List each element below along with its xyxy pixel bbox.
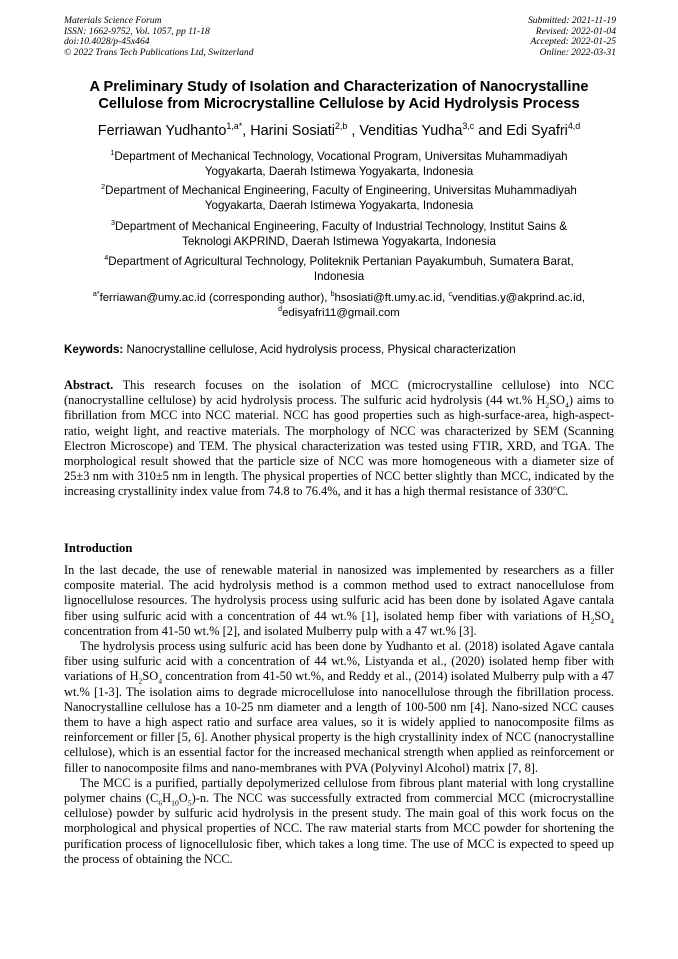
author-sup: 2,b <box>334 121 348 132</box>
author-name: Harini Sosiati <box>250 123 335 139</box>
affiliation-3 <box>60 219 618 250</box>
affiliation-line: Department of Mechanical Engineering, Faculty of Industrial Technology, Institut Sains & <box>115 220 567 233</box>
journal-issn: ISSN: 1662-9752, Vol. 1057, pp 11-18 <box>64 25 210 37</box>
paragraph-text: concentration from 41-50 wt.%, and Reddy et al., (2014) isolated Mulberry pulp with a 47 wt.% [1-3]. The isolation aims to degrade microcellulose into nanocellulose through the fibrillation process. Nanocrystalline cellulose has a 10-25 nm diameter and a length of 100-500 nm [4]. Nano-sized NCC causes them to have a high aspect ratio and surface area values, so it is widely applied to nanocomposite films as reinforcement or filler [5, 6]. Another physical property is the high crystallinity index of NCC (nanocrystalline cellulose), which is an essential factor for the increased mechanical strength when applied as reinforcement or filler to nanocomposite films and nano-membranes with PVA (Polyvinyl Alcohol) matrix [7, 8]. <box>64 669 614 775</box>
email-sup: a* <box>92 291 100 299</box>
paragraph-text: concentration from 41-50 wt.% [2], and isolated Mulberry pulp with a 47 wt.% [3]. <box>64 623 477 638</box>
keywords <box>64 342 624 357</box>
author-name: Edi Syafri <box>506 123 568 139</box>
abstract-label: Abstract. <box>64 378 114 392</box>
journal-doi[interactable]: doi:10.4028/p-45x464 <box>64 36 150 48</box>
title-line-2: Cellulose from Microcrystalline Cellulose by Acid Hydrolysis Process <box>98 96 580 112</box>
email-link[interactable]: venditias.y@akprind.ac.id, <box>451 292 586 304</box>
subscript: 2 <box>138 676 143 686</box>
subscript: 4 <box>158 676 163 686</box>
affiliation-1 <box>60 149 618 180</box>
affiliation-2 <box>60 183 618 214</box>
keywords-label: Keywords: <box>64 343 124 356</box>
section-heading-introduction: Introduction <box>64 541 133 555</box>
online-date: Online: 2022-03-31 <box>539 46 616 58</box>
abstract-text: C. <box>556 484 569 499</box>
paragraph-text: )-n. The NCC was successfully extracted from commercial MCC (microcrystalline cellulose) powder by sulfuric acid hydrolysis in the present study. The main goal of this work focus on the morphological and physical properties of NCC. The raw material starts from MCC powder for shortening the purification process of lignocellulosic fiber, which takes a long time. The use of MCC is expected to speed up the process of obtaining the NCC. <box>64 791 614 866</box>
journal-header <box>64 16 254 58</box>
affiliation-sup: 2 <box>101 182 106 192</box>
subscript: 4 <box>610 616 614 626</box>
affiliation-4 <box>60 254 618 285</box>
dates-header <box>528 16 616 58</box>
subscript: 10 <box>171 798 179 808</box>
author-name: Ferriawan Yudhanto <box>97 123 227 139</box>
affiliation-line: Department of Mechanical Technology, Vocational Program, Universitas Muhammadiyah <box>114 150 568 163</box>
keywords-text: Nanocrystalline cellulose, Acid hydrolysis process, Physical characterization <box>123 343 516 356</box>
abstract-text: This research focuses on the isolation of MCC (microcrystalline cellulose) into NCC (nanocrystalline cellulose) by acid hydrolysis process. The sulfuric acid hydrolysis (44 wt.% H <box>64 378 614 408</box>
email-link[interactable]: ferriawan@umy.ac.id (corresponding author), <box>99 292 331 304</box>
abstract-text: SO <box>549 393 565 408</box>
subscript: 2 <box>590 616 595 626</box>
author-sup: 3,c <box>462 121 475 132</box>
affiliation-line: Department of Mechanical Engineering, Faculty of Engineering, Universitas Muhammadiyah <box>105 184 577 197</box>
paragraph-text: SO <box>142 669 159 684</box>
journal-name: Materials Science Forum <box>64 15 162 26</box>
degree-sup: o <box>552 483 557 493</box>
affiliation-line: Yogyakarta, Daerah Istimewa Yogyakarta, Indonesia <box>204 199 474 213</box>
email-sup: c <box>448 291 452 299</box>
subscript: 5 <box>187 798 192 808</box>
subscript: 4 <box>564 400 569 410</box>
paragraph-text: In the last decade, the use of renewable material in nanosized was implemented by researchers as a filler composite material. The acid hydrolysis method is a common method used to extract nanocellulose from lignocellulose resources. The hydrolysis process using sulfuric acid has been done by isolated Agave cantala fiber using sulfuric acid with a concentration of 44 wt.% [1], isolated hemp fiber with variations of H <box>64 563 614 623</box>
intro-paragraph-2 <box>64 639 614 776</box>
paragraph-text: O <box>178 791 188 806</box>
affiliation-line: Indonesia <box>313 270 365 284</box>
submitted-date: Submitted: 2021-11-19 <box>527 15 616 26</box>
intro-paragraph-3 <box>64 776 614 867</box>
email-sup: d <box>278 306 283 314</box>
paragraph-text: The MCC is a purified, partially depolymerized cellulose from fibrous plant material with long crystalline polymer chains (C <box>64 775 614 806</box>
author-sup: 4,d <box>567 121 581 132</box>
affiliation-sup: 3 <box>111 218 116 228</box>
author-emails <box>40 291 638 322</box>
affiliation-sup: 4 <box>104 253 109 263</box>
revised-date: Revised: 2022-01-04 <box>535 25 616 37</box>
paragraph-text: H <box>162 791 172 806</box>
author-list: Ferriawan Yudhanto$^{1,a*}$, Harini Sosiati$^{2,b}$ , Venditias Yudha$^{3,c}$ and Edi Syafri$^{4,d}$ <box>97 121 581 139</box>
author-sup: 1,a* <box>226 121 243 132</box>
email-sup: b <box>330 291 335 299</box>
paragraph-text: The hydrolysis process using sulfuric acid has been done by Yudhanto et al. (2018) isolated Agave cantala fiber using sulfuric acid with a concentration of 44 wt.%, Listyanda et al., (2020) isolated hemp fiber with variations of H <box>64 639 614 684</box>
subscript: 6 <box>158 798 163 808</box>
copyright-line: © 2022 Trans Tech Publications Ltd, Switzerland <box>64 46 254 58</box>
affiliation-line: Department of Agricultural Technology, Politeknik Pertanian Payakumbuh, Sumatera Barat, <box>108 255 574 268</box>
paper-title <box>40 79 638 113</box>
accepted-date: Accepted: 2022-01-25 <box>530 36 616 48</box>
intro-paragraph-1 <box>64 563 614 639</box>
subscript: 2 <box>545 400 550 410</box>
affiliation-line: Teknologi AKPRIND, Daerah Istimewa Yogyakarta, Indonesia <box>182 235 496 249</box>
abstract <box>64 378 614 500</box>
introduction-body <box>64 563 614 867</box>
email-link[interactable]: edisyafri11@gmail.com <box>282 307 400 320</box>
title-line-1: A Preliminary Study of Isolation and Characterization of Nanocrystalline <box>89 79 589 95</box>
email-link[interactable]: hsosiati@ft.umy.ac.id, <box>334 292 449 304</box>
author-name: Venditias Yudha <box>359 123 463 139</box>
abstract-text: ) aims to fibrillation from MCC into NCC material. NCC has good properties such as high-surface-area, high-aspect-ratio, weight light, and reactive materials. The morphology of NCC was characterized by SEM (Scanning Electron Microscope) and TEM. The physical characterization was tested using FTIR, XRD, and TGA. The morphological result showed that the particle size of NCC was more homogeneous with a diameter size of 25±3 nm with 310±5 nm in length. The physical properties of NCC better slightly than MCC, indicated by the increasing crystallinity index value from 74.8 to 76.4%, and it has a high thermal resistance of 330 <box>64 393 614 499</box>
paragraph-text: SO <box>594 608 611 623</box>
author-connector: and <box>474 123 507 139</box>
affiliation-sup: 1 <box>110 148 115 158</box>
affiliation-line: Yogyakarta, Daerah Istimewa Yogyakarta, Indonesia <box>204 165 474 179</box>
